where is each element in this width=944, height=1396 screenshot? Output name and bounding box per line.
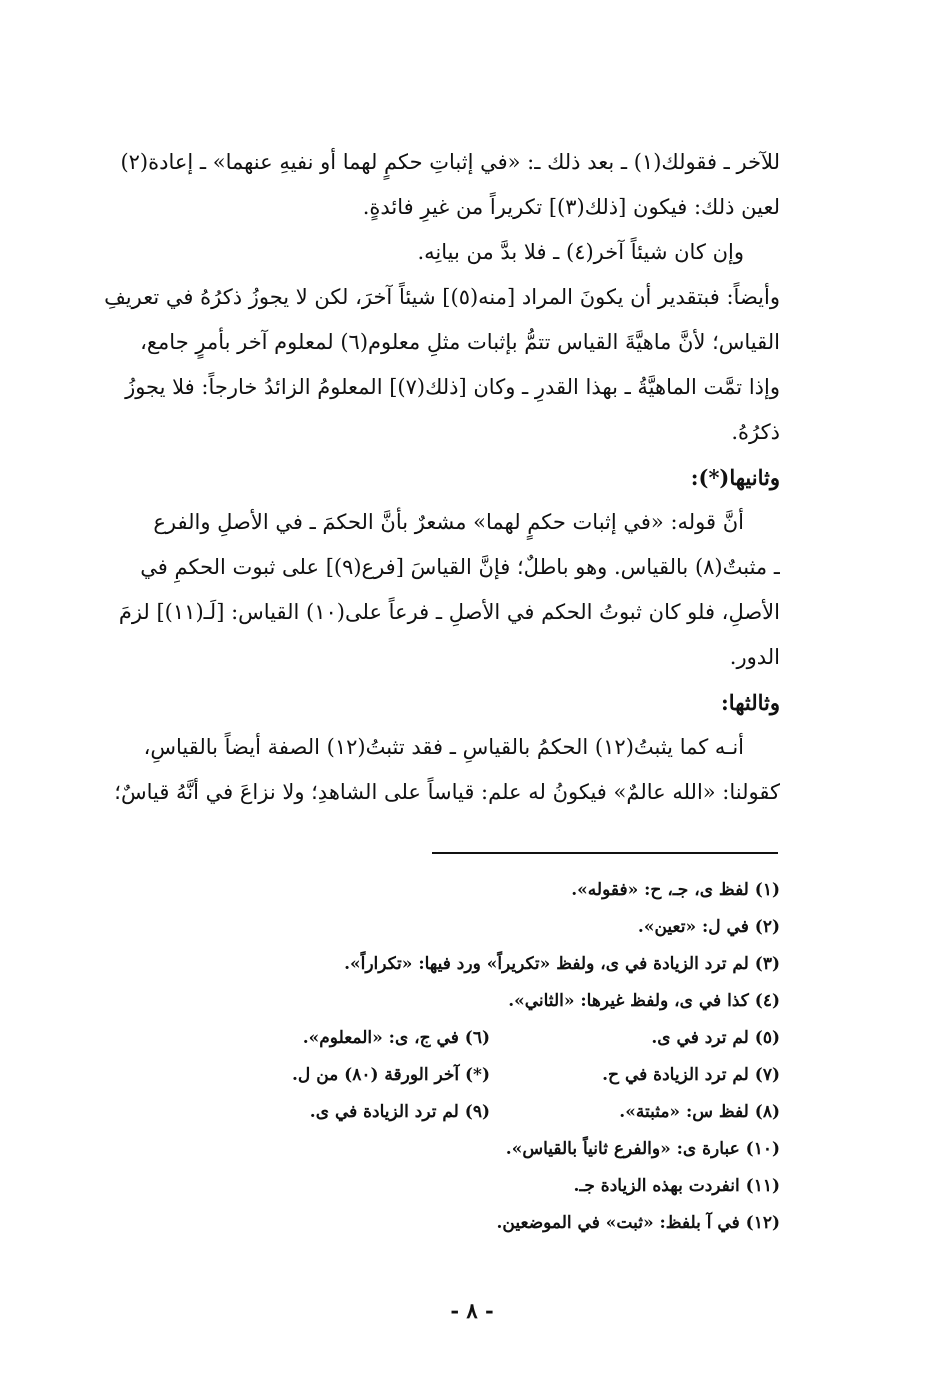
text-line: الدور.	[729, 645, 780, 669]
text-line: كقولنا: «الله عالمٌ» فيكونُ له علم: قياساً على الشاهدِ؛ ولا نزاعَ في أنَّهُ قياسٌ؛	[114, 780, 780, 804]
footnote: (٤) كذا في ى، ولفظ غيرها: «الثاني».	[508, 991, 780, 1011]
section-heading-third: وثالثها:	[721, 690, 780, 715]
footnote-row	[200, 1020, 780, 1057]
text-line: وإن كان شيئاً آخر(٤) ـ فلا بدَّ من بيانِه.	[417, 240, 744, 264]
text-line: وإذا تمَّت الماهيَّةُ ـ بهذا القدرِ ـ وكان [ذلك(٧)] المعلومُ الزائدُ خارجاً: فلا يجوزُ	[125, 375, 780, 399]
text-line: ـ مثبتٌ(٨) بالقياس. وهو باطلٌ؛ فإنَّ القياسَ [فرع(٩)] على ثبوت الحكمِ في	[140, 555, 780, 579]
text-line: لعين ذلك: فيكون [ذلك(٣)] تكريراً من غيرِ فائدةٍ.	[362, 195, 780, 219]
footnote: (*) آخر الورقة (٨٠) من ل.	[292, 1065, 490, 1085]
footnote-divider	[432, 852, 778, 854]
page-number: - ٨ -	[450, 1298, 494, 1323]
footnote: (٩) لم ترد الزيادة في ى.	[309, 1102, 490, 1122]
footnote-row	[200, 1057, 780, 1094]
text-line: أنـه كما يثبتُ(١٢) الحكمُ بالقياسِ ـ فقد تثبتُ(١٢) الصفة أيضاً بالقياسِ،	[143, 735, 744, 759]
text-line: وأيضاً: فبتقدير أن يكونَ المراد [منه(٥)] شيئاً آخرَ، لكن لا يجوزُ ذكرُهُ في تعريفِ	[104, 285, 780, 309]
main-text	[100, 140, 780, 815]
footnote: (١١) انفردت بهذه الزيادة جـ.	[573, 1176, 780, 1196]
footnotes	[200, 872, 780, 1242]
footnote: (٣) لم ترد الزيادة في ى، ولفظ «تكريراً» ورد فيها: «تكراراً».	[344, 954, 780, 974]
footnote: (١٢) في آ بلفظ: «ثبت» في الموضعين.	[496, 1213, 780, 1233]
footnote: (٢) في ل: «تعين».	[637, 917, 780, 937]
text-line: القياس؛ لأنَّ ماهيَّةَ القياس تتمُّ بإثبات مثلِ معلوم(٦) لمعلوم آخر بأمرٍ جامع،	[140, 330, 780, 354]
footnote-row	[200, 1094, 780, 1131]
section-heading-second: وثانيها(*):	[690, 465, 780, 490]
footnote: (١٠) عبارة ى: «والفرع ثانياً بالقياس».	[505, 1139, 780, 1159]
footnote: (١) لفظ ى، جـ، ح: «فقوله».	[571, 880, 780, 900]
footnote: (٥) لم ترد في ى.	[651, 1028, 780, 1048]
text-line: الأصلِ، فلو كان ثبوتُ الحكم في الأصلِ ـ فرعاً على(١٠) القياس: [لَـ(١١)] لزمَ	[118, 600, 780, 624]
footnote: (٧) لم ترد الزيادة في ح.	[602, 1065, 780, 1085]
footnote: (٨) لفظ س: «مثبتة».	[619, 1102, 780, 1122]
footnote: (٦) في ج، ى: «المعلوم».	[302, 1028, 490, 1048]
text-line: أنَّ قوله: «في إثبات حكمٍ لهما» مشعرٌ بأنَّ الحكمَ ـ في الأصلِ والفرع	[153, 510, 744, 534]
text-line: ذكرُهُ.	[731, 420, 780, 444]
text-line: للآخر ـ فقولك(١) ـ بعد ذلك ـ: «في إثباتِ حكمٍ لهما أو نفيهِ عنهما» ـ إعادة(٢)	[120, 150, 780, 174]
